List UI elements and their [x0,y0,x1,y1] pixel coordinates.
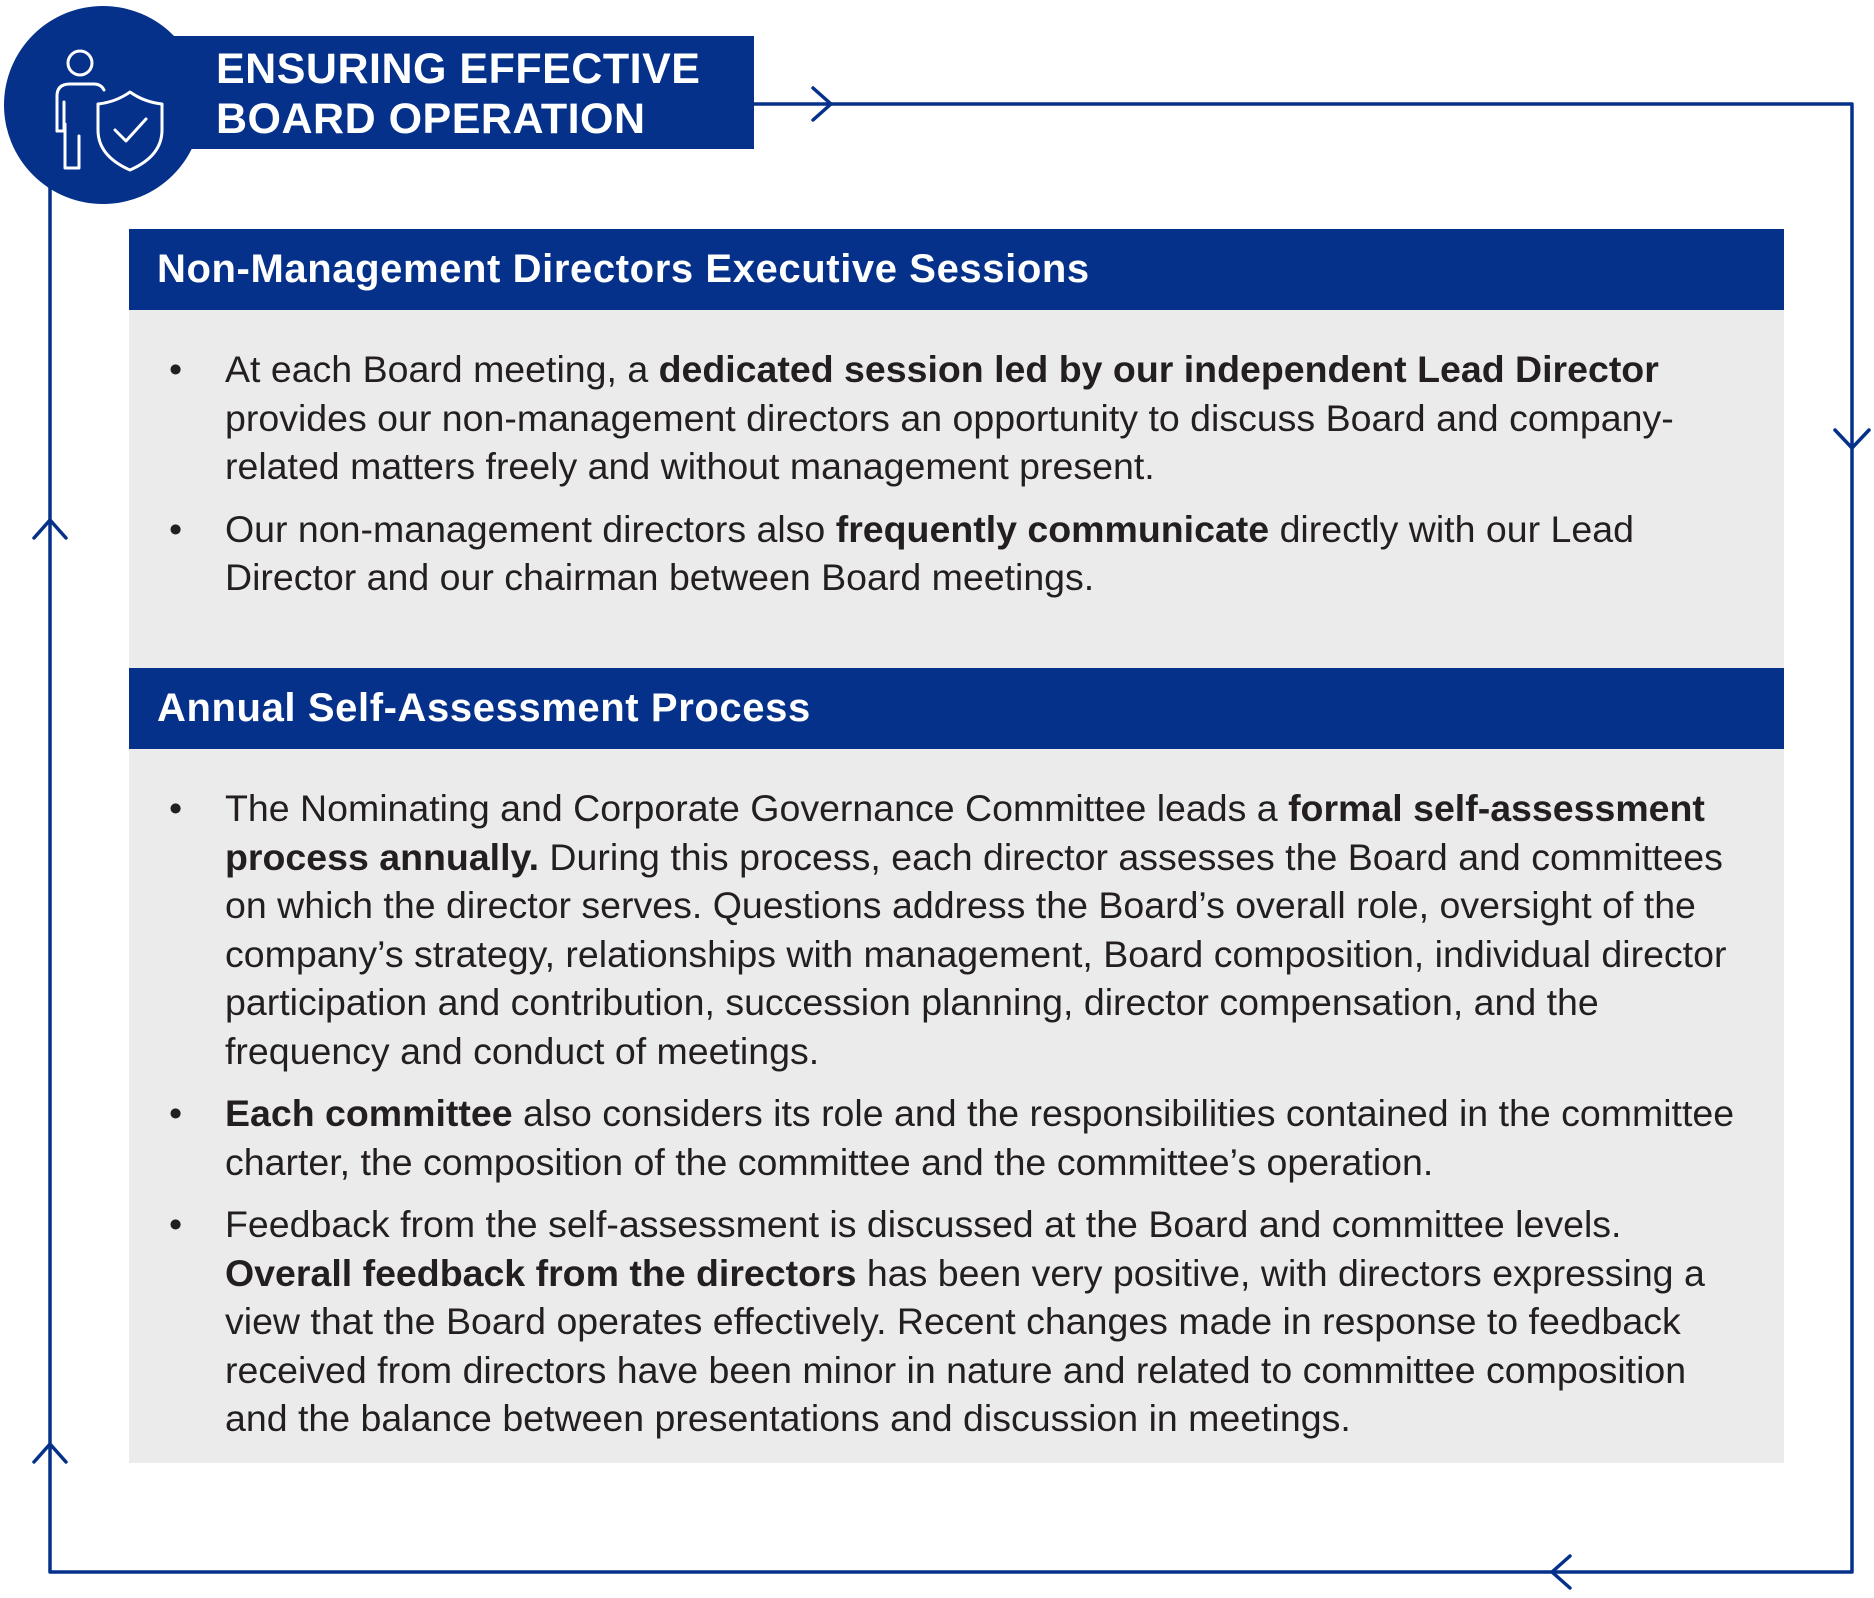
list-item [167,784,1744,1075]
bullet-text: At each Board meeting, a [225,348,659,390]
bullet-icon: • [169,787,183,829]
panel-header [129,229,1784,310]
bullet-list [167,784,1744,1443]
list-item [167,345,1744,491]
bullet-icon: • [169,1092,183,1134]
bullet-text: Feedback from the self-assessment is discussed at the Board and committee levels. [225,1203,1622,1245]
bullet-emphasis: Overall feedback from the directors [225,1251,857,1294]
title-banner [150,36,754,149]
executive-sessions-panel [129,229,1784,705]
bullet-text: also considers its role and the responsibilities contained in the committee charter, the composition of the committee and the committee’s operation. [225,1092,1735,1183]
list-item [167,1089,1744,1186]
bullet-list [167,345,1744,602]
title-icon-badge [4,6,202,204]
bullet-emphasis: dedicated session led by our independent Lead Director [658,348,1659,390]
panel-header [129,668,1784,749]
bullet-text: During this process, each director assesses the Board and committees on which the director serves. Questions address the Board’s overall role, oversight of the company’s strategy, relationships with management, Board composition, individual director participation and contribution, succession planning, director compensation, and the frequency and conduct of meetings. [225,835,1727,1072]
bullet-icon: • [169,348,183,390]
bullet-text: The Nominating and Corporate Governance Committee leads a [225,787,1289,829]
self-assessment-panel [129,668,1784,1463]
panel-body [129,310,1784,705]
bullet-icon: • [169,1203,183,1245]
list-item [167,1200,1744,1443]
bullet-text: Our non-management directors also [225,507,836,550]
bullet-emphasis: formal self-assessment process annually. [225,787,1705,878]
bullet-text: provides our non-management directors an opportunity to discuss Board and company-related matters freely and without management present. [225,396,1674,487]
title-line-1: ENSURING EFFECTIVE [216,45,701,93]
bullet-text: has been very positive, with directors expressing a view that the Board operates effectively. Recent changes made in response to feedback received from directors have been minor in nature and related to committee composition and the balance between presentations and discussion in meetings. [225,1251,1705,1439]
bullet-emphasis: frequently communicate [835,507,1270,550]
panel-heading: Annual Self-Assessment Process [157,686,811,730]
person-shield-check-icon [4,6,202,204]
bullet-icon: • [169,507,183,550]
bullet-text: directly with our Lead Director and our chairman between Board meetings. [225,507,1634,598]
title-line-2: BOARD OPERATION [216,95,646,143]
bullet-emphasis: Each committee [225,1092,513,1134]
panel-heading: Non-Management Directors Executive Sessions [157,247,1090,291]
list-item [167,505,1744,602]
panel-body [129,749,1784,1463]
